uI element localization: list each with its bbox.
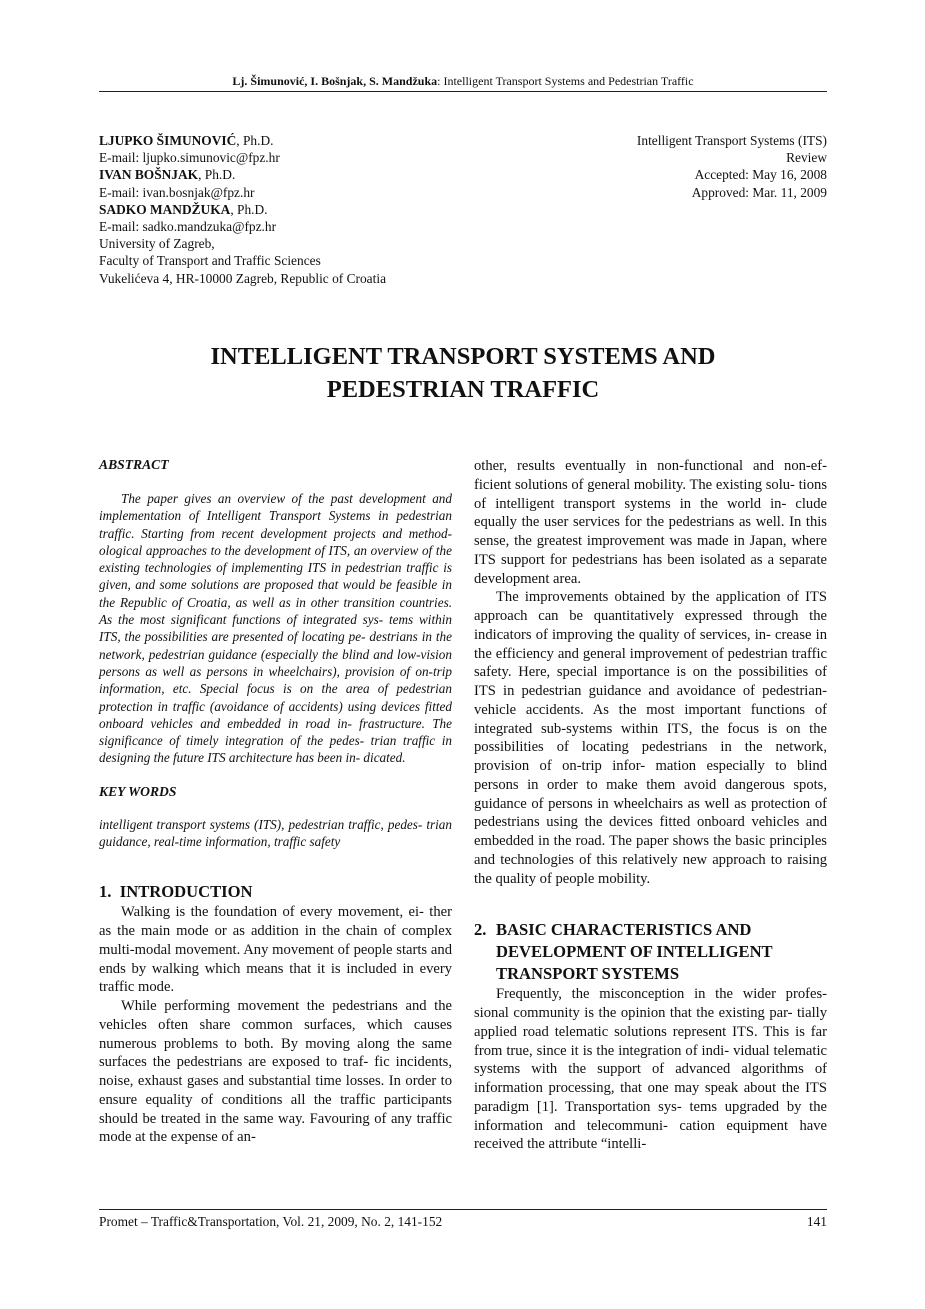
intro-paragraph-1: Walking is the foundation of every movement, ei- ther as the main mode or as addition in the chain of complex multi-modal movement. Any movement of people starts and ends by walking which means that it is included in every traffic mode. — [99, 904, 452, 996]
keywords-heading: KEY WORDS — [99, 783, 177, 799]
keywords-text: intelligent transport systems (ITS), pedestrian traffic, pedes- trian guidance, real-time information, traffic safety — [99, 816, 452, 850]
section-2-heading — [474, 919, 827, 985]
abstract-text: The paper gives an overview of the past development and implementation of Intelligent Transport Systems in pedestrian traffic. Starting from recent development projects and method- ological approaches to the development of ITS, an overview of the existing technologies of implementing ITS in pedestrian traffic is given, and some solutions are proposed that would be feasible in the Republic of Croatia, as well as in other transition countries. As the most significant functions of integrated sys- tems within ITS, the possibilities are presented of locating pe- destrians in the network, pedestrian guidance (especially the blind and low-vision persons as well as persons in wheelchairs), provision of on-trip information, etc. Special focus is on the area of pedestrian protection in traffic (avoidance of accidents) using devices fitted onboard vehicles and embedded in road in- frastructure. The significance of timely integration of the pedes- trian traffic in designing the future ITS architecture has been in- dicated. — [99, 491, 452, 766]
section-2-number: 2. — [474, 920, 487, 940]
paper-title — [99, 340, 827, 406]
article-type: Review — [786, 150, 827, 166]
author-3 — [99, 201, 386, 218]
left-column — [99, 457, 452, 1147]
intro-paragraph-2: While performing movement the pedestrians and the vehicles often share common surfaces, which causes numerous problems to both. By moving along the same surfaces the pedestrians are exposed to traf- fic incidents, noise, exhaust gases and substantial time losses. In order to ensure equality of conditions all the traffic participants should be treated in the same way. Favouring of any traffic mode at the expense of an- — [99, 998, 452, 1146]
section-2-title-line-3: TRANSPORT SYSTEMS — [496, 964, 680, 984]
author-3-degree: , Ph.D. — [230, 201, 268, 217]
section-1-title: INTRODUCTION — [119, 882, 253, 902]
intro-paragraph-3: The improvements obtained by the application of ITS approach can be quantitatively expressed through the indicators of improving the quality of services, in- crease in the efficiency and general improvement of pedestrian traffic safety. Here, special importance is on the possibilities of ITS in pedestrian guidance and avoidance of pedestrian-vehicle accidents. As the most important functions of integrated sub-systems within ITS, the focus is on the possibilities of locating pedestrians in the network, provision of on-trip infor- mation especially to blind persons in order to make them avoid dangerous spots, guidance of persons in wheelchairs as well as protection of pedestrians using the devices fitted onboard vehicles and embedded in the road. The paper shows the basic principles and technologies of this relatively new approach to raising the quality of people mobility. — [474, 589, 827, 887]
running-header-authors: Lj. Šimunović, I. Bošnjak, S. Mandžuka — [232, 74, 438, 88]
author-3-name: SADKO MANDŽUKA — [99, 201, 231, 217]
section-2-title-line-1: BASIC CHARACTERISTICS AND — [496, 920, 752, 940]
approved-date: Approved: Mar. 11, 2009 — [691, 184, 827, 200]
author-1-name: LJUPKO ŠIMUNOVIĆ — [99, 133, 237, 148]
footer-page-number: 141 — [806, 1214, 827, 1229]
section-2-title — [496, 919, 773, 985]
page-footer — [99, 1209, 827, 1230]
accepted-date: Accepted: May 16, 2008 — [694, 167, 827, 183]
intro-continuation: other, results eventually in non-functional and non-ef- ficient solutions of general mobility. The existing solu- tions of intelligent transport systems in the world in- clude equally the user services for the pedestrians as well. In this sense, the greatest improvement was made in Japan, where ITS support for pedestrians has been isolated as a separate development area. — [474, 458, 827, 587]
running-header-title: : Intelligent Transport Systems and Pedestrian Traffic — [437, 74, 694, 88]
author-2 — [99, 166, 386, 183]
right-column — [474, 457, 827, 1154]
title-line-2: PEDESTRIAN TRAFFIC — [326, 376, 600, 403]
author-1-degree: , Ph.D. — [236, 133, 274, 148]
author-block — [99, 132, 386, 287]
author-3-email: E-mail: sadko.mandzuka@fpz.hr — [99, 219, 277, 235]
running-header — [99, 74, 827, 92]
author-1 — [99, 132, 386, 149]
author-1-email: E-mail: ljupko.simunovic@fpz.hr — [99, 150, 280, 166]
article-section: Intelligent Transport Systems (ITS) — [636, 133, 827, 148]
affiliation-faculty: Faculty of Transport and Traffic Sciences — [99, 253, 321, 269]
footer-journal: Promet – Traffic&Transportation, Vol. 21, 2009, No. 2, 141-152 — [99, 1214, 443, 1229]
title-line-1: INTELLIGENT TRANSPORT SYSTEMS AND — [210, 343, 716, 370]
section-1-heading — [99, 881, 452, 903]
affiliation-university: University of Zagreb, — [99, 236, 215, 252]
author-2-degree: , Ph.D. — [198, 167, 236, 183]
abstract-heading: ABSTRACT — [99, 457, 169, 472]
author-2-email: E-mail: ivan.bosnjak@fpz.hr — [99, 184, 255, 200]
affiliation-address: Vukelićeva 4, HR-10000 Zagreb, Republic of Croatia — [99, 270, 387, 286]
section-1-number: 1. — [99, 882, 112, 902]
section-2-title-line-2: DEVELOPMENT OF INTELLIGENT — [496, 942, 773, 962]
author-2-name: IVAN BOŠNJAK — [99, 167, 199, 183]
article-meta — [637, 132, 827, 201]
section-2-paragraph-1: Frequently, the misconception in the wider profes- sional community is the opinion that the existing par- tially applied road telematic solutions represent ITS. This is far from true, since it is the integration of indi- vidual telematic systems with the support of advanced algorithms of information processing, that one may speak about the ITS paradigm [1]. Transportation sys- tems upgraded by the information and telecommuni- cation equipment have received the attribute “intelli- — [474, 986, 827, 1153]
